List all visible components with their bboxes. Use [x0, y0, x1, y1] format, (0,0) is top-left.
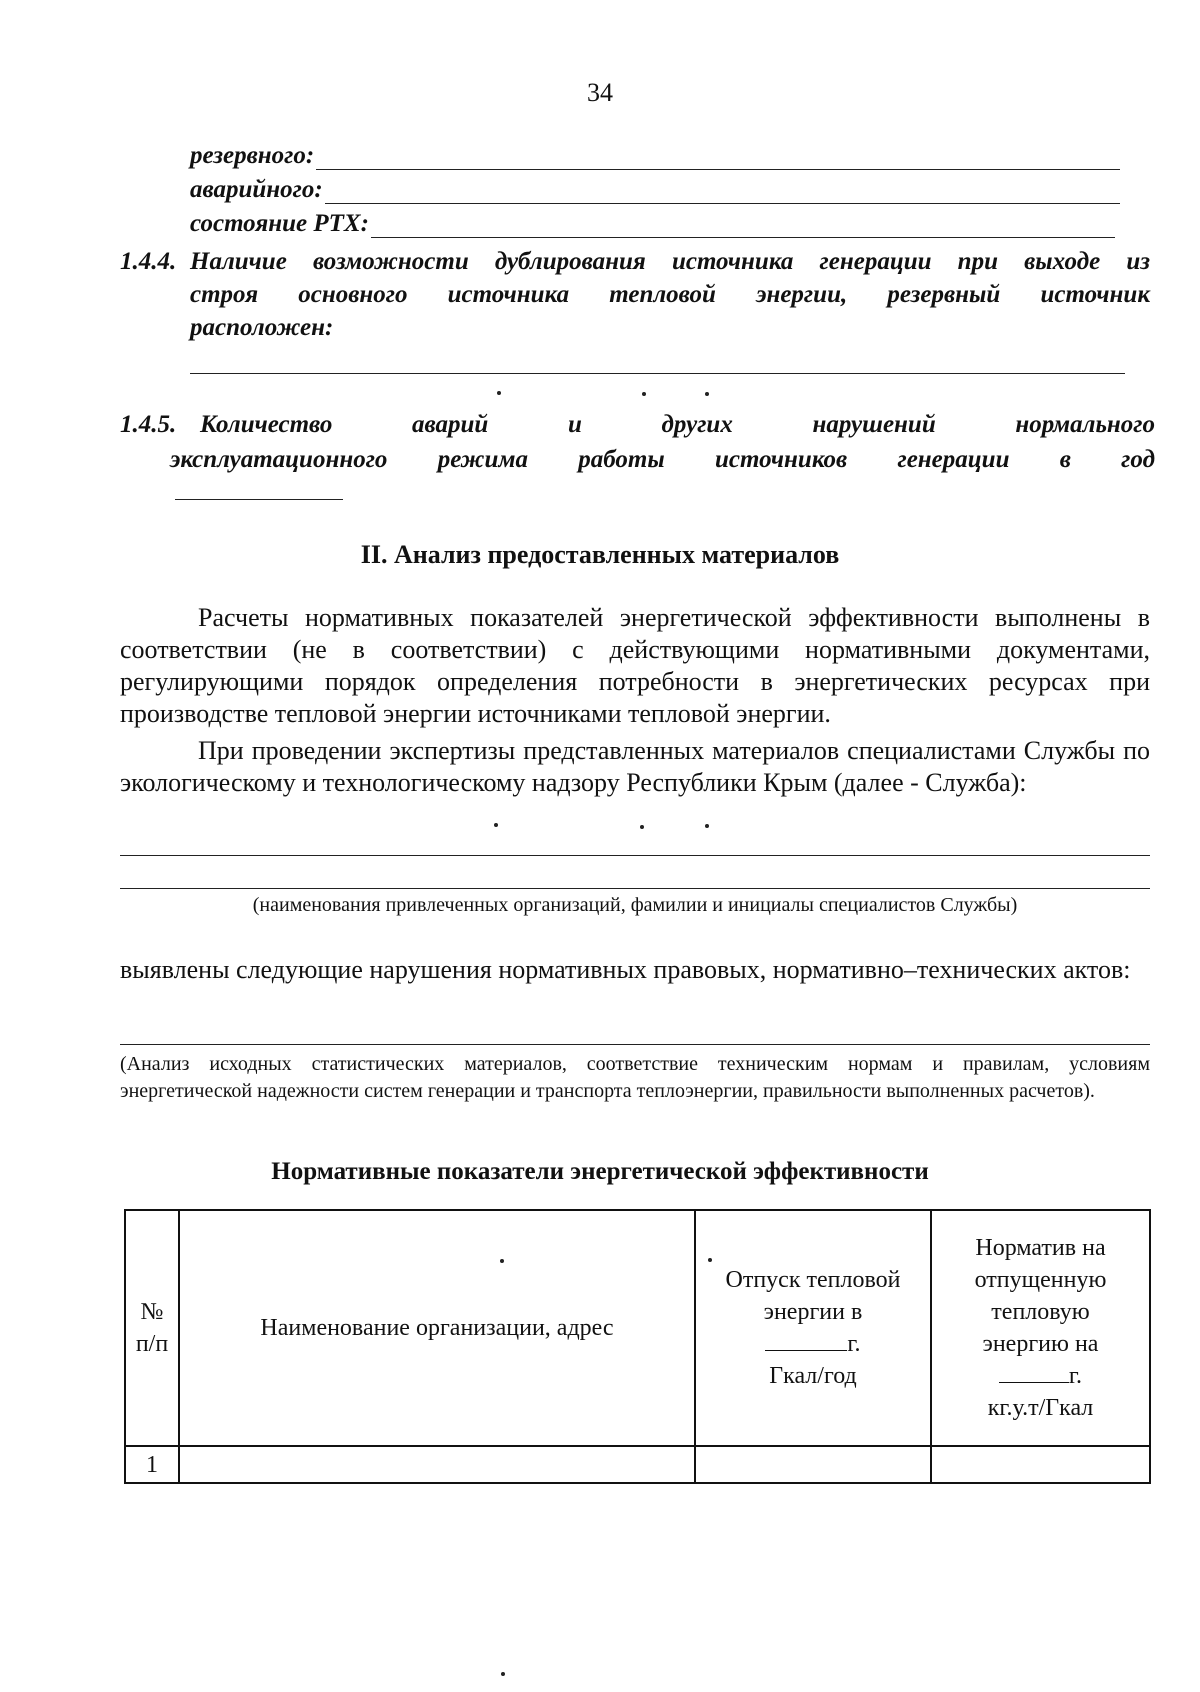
norm-year-blank[interactable] — [999, 1360, 1069, 1383]
header-norm-unit: кг.у.т/Гкал — [987, 1395, 1094, 1421]
header-heat-release-line1: Отпуск тепловой — [725, 1267, 901, 1293]
header-organization: Наименование организации, адрес — [179, 1210, 695, 1446]
header-norm-line2: отпущенную — [974, 1267, 1107, 1293]
header-heat-release-year — [700, 1328, 926, 1360]
violations-line[interactable] — [120, 1044, 1150, 1045]
experts-line-2[interactable] — [120, 888, 1150, 889]
emergency-field — [190, 174, 1120, 204]
section-2-paragraph-1 — [120, 602, 1150, 730]
item-1-4-4-line1: Наличие возможности дублирования источника генерации при выходе из — [190, 248, 1150, 275]
header-norm-line1: Норматив на — [975, 1235, 1106, 1261]
reserve-field — [190, 140, 1120, 170]
analysis-caption: (Анализ исходных статистических материалов, соответствие техническим нормам и правилам, условиям энергетической надежности систем генерации и транспорта теплоэнергии, правильности выполненных расчетов). — [120, 1053, 1150, 1102]
scan-speck — [640, 825, 644, 829]
scan-speck — [500, 1259, 504, 1263]
norms-table — [124, 1209, 1151, 1484]
section-2-paragraph-3: выявлены следующие нарушения нормативных правовых, нормативно–технических актов: — [120, 955, 1131, 984]
table-header-row — [125, 1210, 1150, 1446]
heat-release-year-blank[interactable] — [765, 1328, 847, 1351]
header-number: № п/п — [125, 1210, 179, 1446]
scan-speck — [494, 823, 498, 827]
item-1-4-5-number: 1.4.5. — [120, 411, 177, 438]
item-1-4-5-line1: Количество аварий и других нарушений нормального — [200, 411, 1155, 438]
item-1-4-4-line2: строя основного источника тепловой энергии, резервный источник — [190, 281, 1150, 308]
experts-caption: (наименования привлеченных организаций, фамилии и инициалы специалистов Службы) — [252, 894, 1018, 916]
reserve-location-line[interactable] — [190, 373, 1125, 374]
scan-speck — [705, 392, 709, 396]
reserve-field-line[interactable] — [316, 145, 1120, 170]
scan-speck — [705, 824, 709, 828]
emergency-field-label: аварийного: — [190, 176, 323, 203]
rtx-state-field — [190, 208, 1115, 238]
item-1-4-4-line3: расположен: — [190, 314, 334, 341]
reserve-field-label: резервного: — [190, 142, 315, 169]
item-1-4-4-number: 1.4.4. — [120, 248, 177, 275]
row-number: 1 — [125, 1446, 179, 1483]
scan-speck — [708, 1258, 712, 1262]
header-heat-release-unit: Гкал/год — [769, 1363, 857, 1389]
norm-year-suffix: г. — [1068, 1363, 1083, 1389]
heat-release-year-suffix: г. — [847, 1331, 861, 1357]
scan-speck — [497, 391, 501, 395]
header-norm — [931, 1210, 1150, 1446]
header-norm-line3: тепловую — [991, 1299, 1090, 1325]
section-2-paragraph-2 — [120, 735, 1150, 799]
row-norm[interactable] — [931, 1446, 1150, 1483]
table-row — [125, 1446, 1150, 1483]
row-organization[interactable] — [179, 1446, 695, 1483]
rtx-state-field-line[interactable] — [371, 213, 1115, 238]
section-2-paragraph-1-text: Расчеты нормативных показателей энергетической эффективности выполнены в соответствии (не в соответствии) с действующими нормативными документами, регулирующими порядок определения потребности в энергетических ресурсах при производстве тепловой энергии источниками тепловой энергии. — [120, 603, 1150, 728]
section-2-paragraph-2-text: При проведении экспертизы представленных материалов специалистами Службы по экологическому и технологическому надзору Республики Крым (далее - Служба): — [120, 736, 1150, 797]
row-heat-release[interactable] — [695, 1446, 931, 1483]
emergency-field-line[interactable] — [325, 179, 1120, 204]
header-norm-line4: энергию на — [982, 1331, 1099, 1357]
header-heat-release — [695, 1210, 931, 1446]
experts-line-1[interactable] — [120, 855, 1150, 856]
section-2-title: II. Анализ предоставленных материалов — [360, 540, 840, 569]
header-norm-year — [936, 1360, 1145, 1392]
scan-speck — [642, 392, 646, 396]
accidents-count-line[interactable] — [175, 499, 343, 500]
table-title: Нормативные показатели энергетической эффективности — [271, 1158, 929, 1185]
header-heat-release-line2: энергии в — [763, 1299, 863, 1325]
scan-speck — [501, 1672, 505, 1676]
item-1-4-5-line2: эксплуатационного режима работы источников генерации в год — [170, 446, 1155, 473]
page-number: 34 — [587, 78, 613, 107]
rtx-state-field-label: состояние РТХ: — [190, 210, 369, 237]
